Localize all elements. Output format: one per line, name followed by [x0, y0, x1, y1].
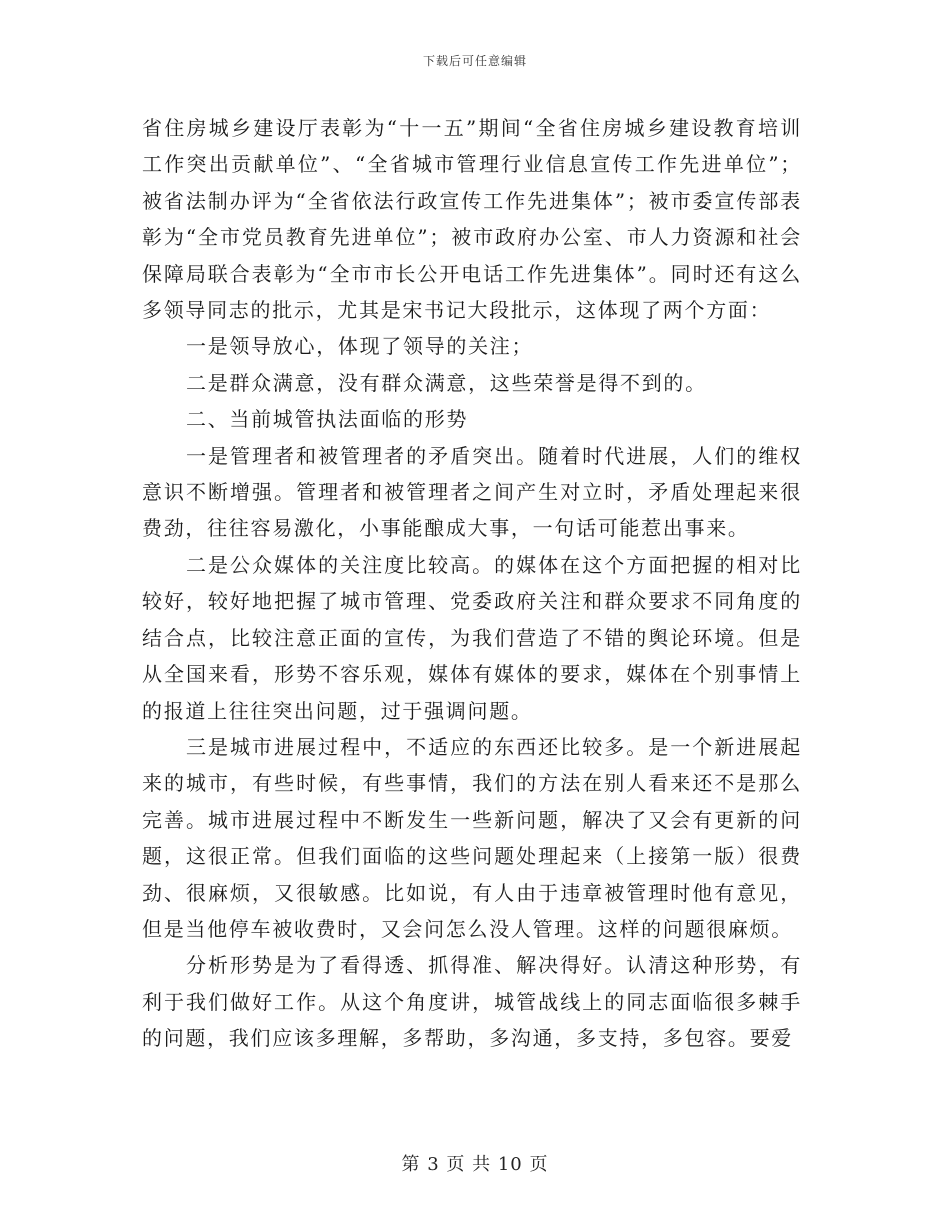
document-body [142, 110, 802, 1057]
paragraph-8: 分析形势是为了看得透、抓得准、解决得好。认清这种形势，有利于我们做好工作。从这个角度讲，城管战线上的同志面临很多棘手的问题，我们应该多理解，多帮助，多沟通，多支持，多包容。要爱 [142, 953, 802, 1051]
section-heading: 二、当前城管执法面临的形势 [186, 407, 469, 432]
paragraph-1: 省住房城乡建设厅表彰为“十一五”期间“全省住房城乡建设教育培训工作突出贡献单位”、“全省城市管理行业信息宣传工作先进单位”；被省法制办评为“全省依法行政宣传工作先进集体”；被市委宣传部表彰为“全市党员教育先进单位”；被市政府办公室、市人力资源和社会保障局联合表彰为“全市市长公开电话工作先进集体”。同时还有这么多领导同志的批示，尤其是宋书记大段批示，这体现了两个方面： [142, 116, 802, 323]
paragraph-6: 二是公众媒体的关注度比较高。的媒体在这个方面把握的相对比较好，较好地把握了城市管理、党委政府关注和群众要求不同角度的结合点，比较注意正面的宣传，为我们营造了不错的舆论环境。但是从全国来看，形势不容乐观，媒体有媒体的要求，媒体在个别事情上的报道上往往突出问题，过于强调问题。 [142, 552, 802, 723]
paragraph-5: 一是管理者和被管理者的矛盾突出。随着时代进展，人们的维权意识不断增强。管理者和被管理者之间产生对立时，矛盾处理起来很费劲，往往容易激化，小事能酿成大事，一句话可能惹出事来。 [142, 443, 802, 541]
page-header-note: 下载后可任意编辑 [422, 54, 527, 68]
page-number: 第 3 页 共 10 页 [401, 1154, 549, 1175]
paragraph-7: 三是城市进展过程中，不适应的东西还比较多。是一个新进展起来的城市，有些时候，有些事情，我们的方法在别人看来还不是那么完善。城市进展过程中不断发生一些新问题，解决了又会有更新的问题，这很正常。但我们面临的这些问题处理起来（上接第一版）很费劲、很麻烦，又很敏感。比如说，有人由于违章被管理时他有意见，但是当他停车被收费时，又会问怎么没人管理。这样的问题很麻烦。 [142, 734, 802, 941]
paragraph-3: 二是群众满意，没有群众满意，这些荣誉是得不到的。 [186, 370, 707, 395]
paragraph-2: 一是领导放心，体现了领导的关注； [186, 334, 534, 359]
